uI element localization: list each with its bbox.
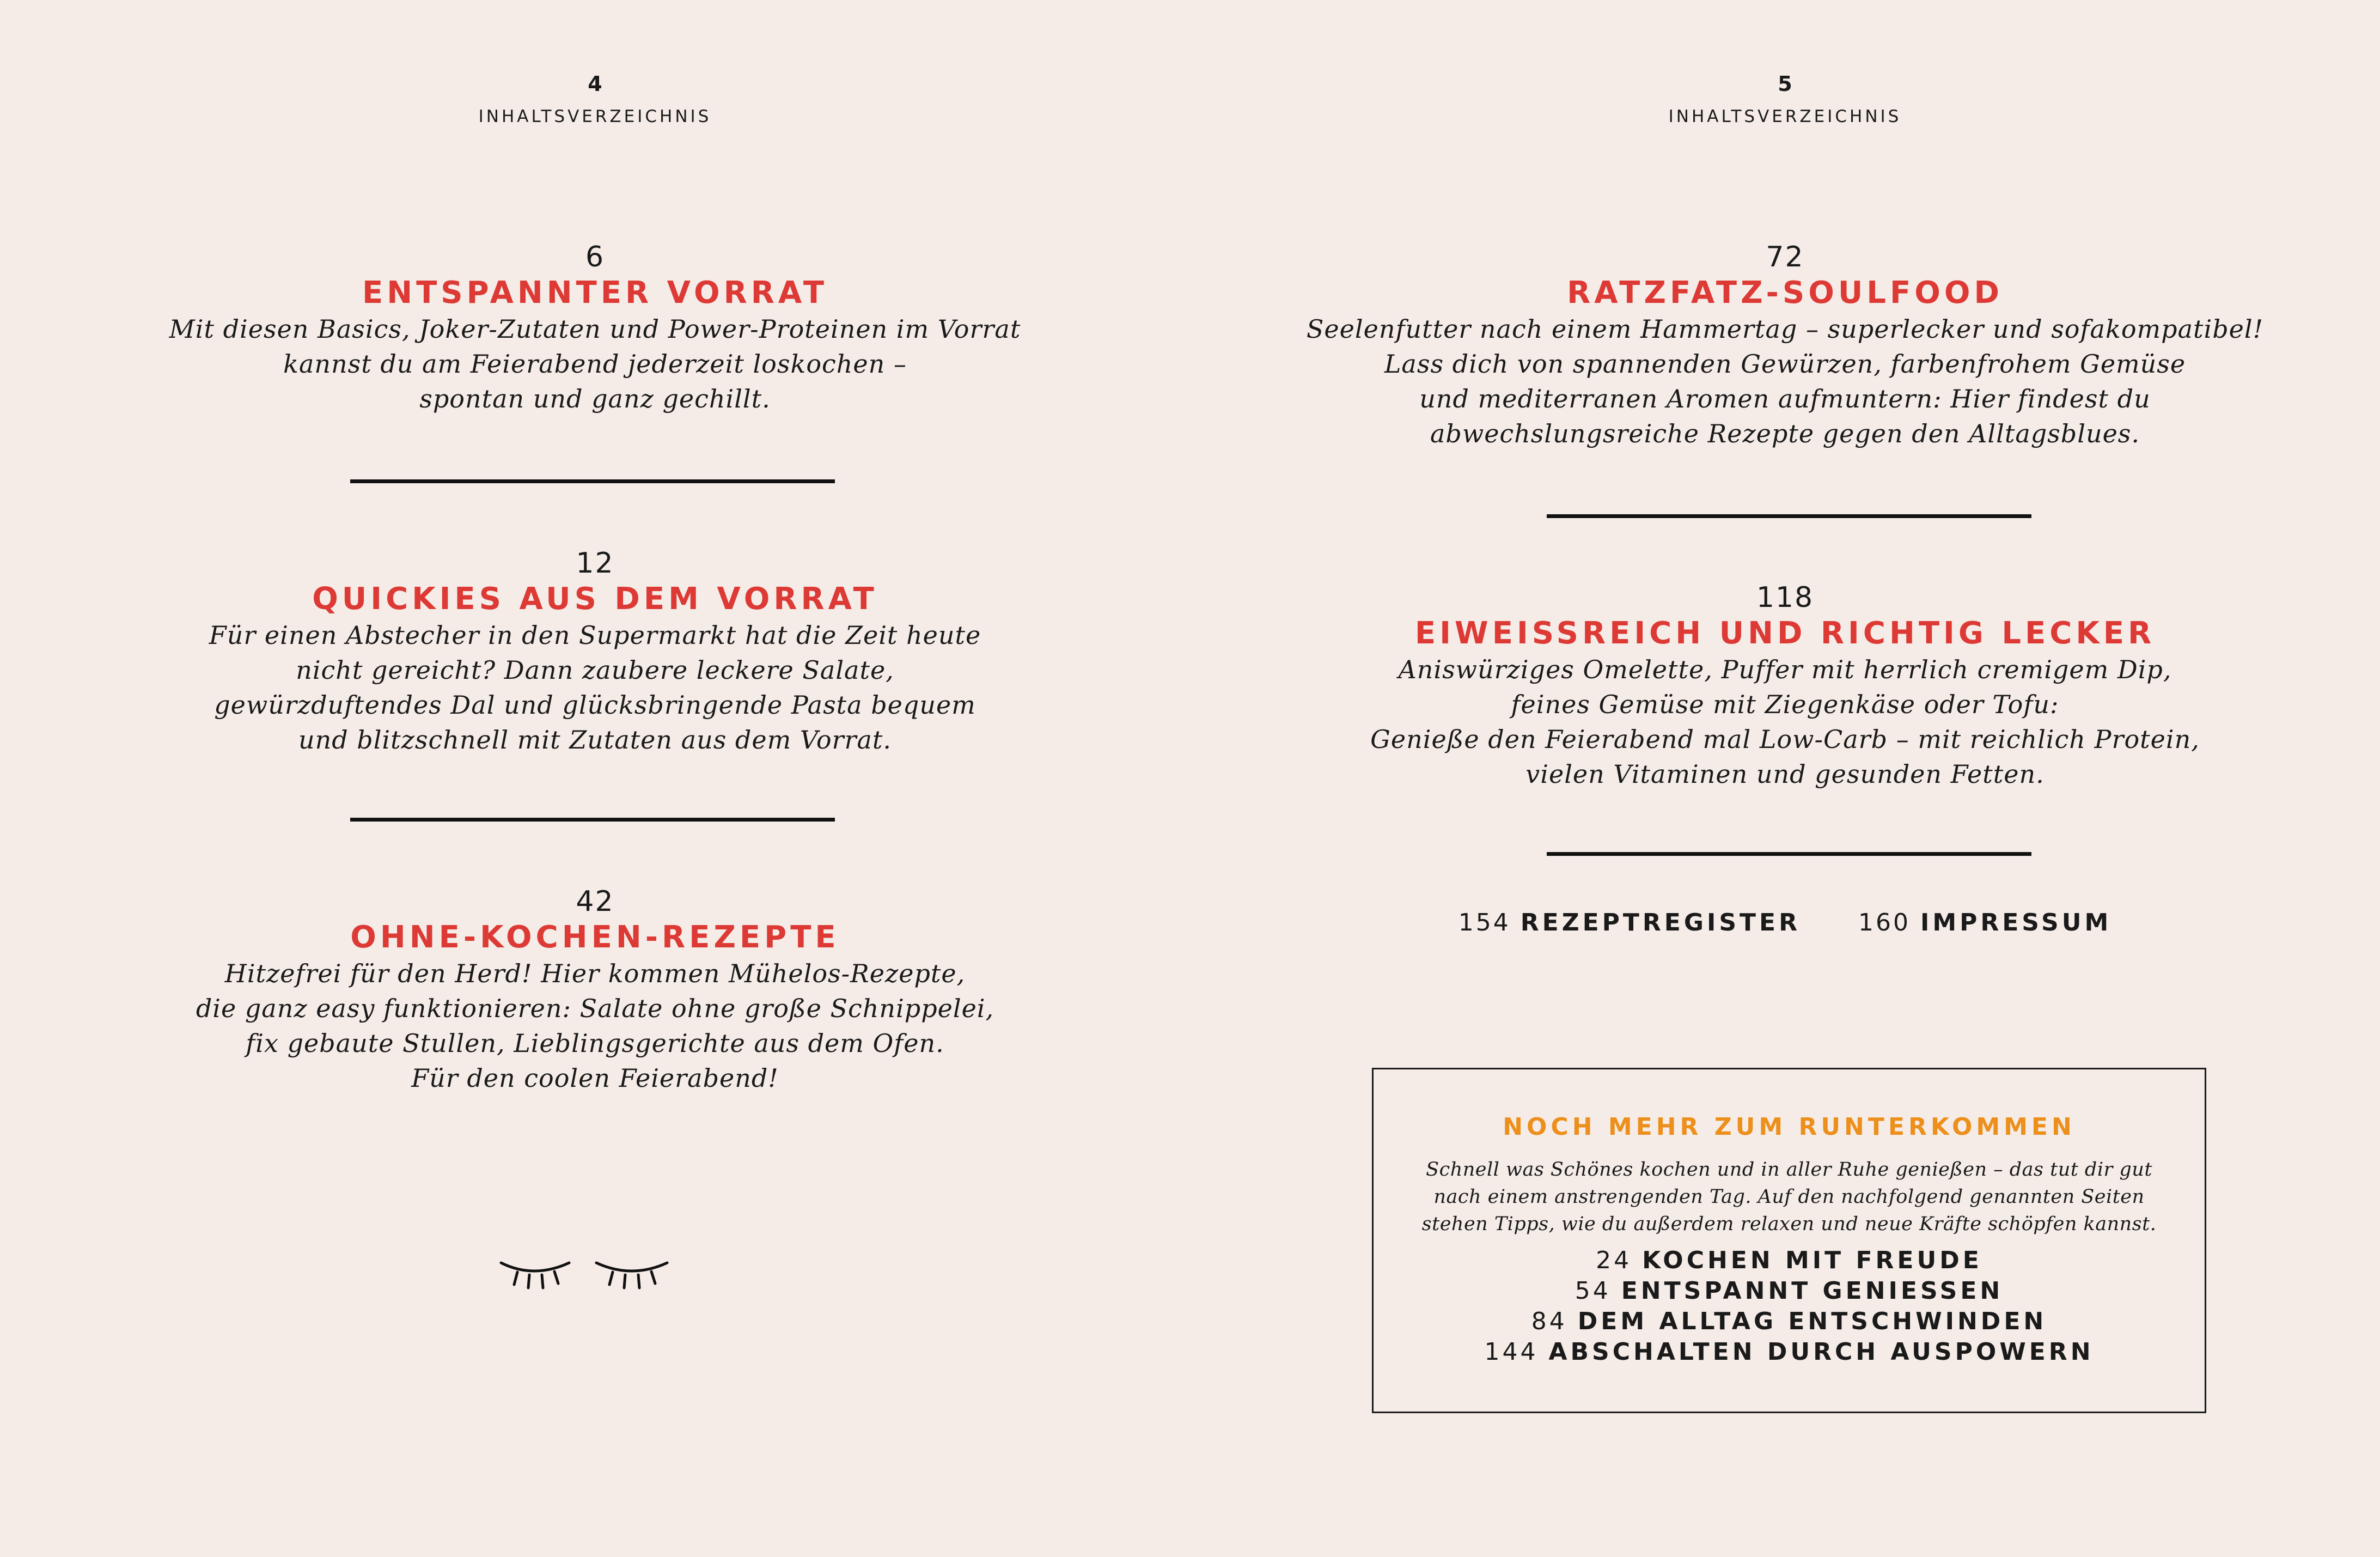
item-label: DEM ALLTAG ENTSCHWINDEN (1577, 1307, 2047, 1335)
ref-item-rezeptregister[interactable] (1458, 909, 1810, 936)
section-page-number: 6 (585, 241, 605, 273)
page-number: 5 (1778, 72, 1792, 96)
item-page-number: 24 (1596, 1246, 1632, 1274)
right-page (1190, 0, 2380, 1557)
item-page-number: 84 (1531, 1307, 1567, 1335)
ref-label: REZEPTREGISTER (1520, 909, 1801, 936)
item-label: ENTSPANNT GENIESSEN (1621, 1277, 2004, 1305)
section-description: Für einen Abstecher in den Supermarkt hat die Zeit heute nicht gereicht? Dann zaubere leckere Salate, gewürzduftendes Dal und glücksbringende Pasta bequem und blitzschnell mit Zutaten aus dem Vorrat. (209, 621, 981, 755)
item-label: ABSCHALTEN DURCH AUSPOWERN (1548, 1338, 2094, 1366)
toc-section[interactable] (0, 546, 1190, 757)
ref-page-number: 160 (1858, 909, 1911, 936)
info-box-item[interactable] (1374, 1276, 2205, 1306)
info-box-item[interactable] (1374, 1337, 2205, 1367)
section-title[interactable]: RATZFATZ-SOULFOOD (1567, 275, 2003, 311)
closed-eyes-icon (496, 1253, 681, 1297)
item-page-number: 144 (1484, 1338, 1539, 1366)
toc-section[interactable] (0, 240, 1190, 416)
info-box-description: Schnell was Schönes kochen und in aller Ruhe genießen – das tut dir gut nach einem anstrengenden Tag. Auf den nachfolgend genannten Seiten stehen Tipps, wie du außerdem relaxen und neue Kräfte schöpfen kannst. (1421, 1159, 2157, 1235)
info-box-item[interactable] (1374, 1306, 2205, 1337)
section-title[interactable]: QUICKIES AUS DEM VORRAT (312, 581, 878, 617)
section-page-number: 42 (576, 885, 614, 918)
section-divider (350, 818, 835, 822)
section-divider (1547, 514, 2031, 518)
info-box-item[interactable] (1374, 1245, 2205, 1276)
toc-section[interactable] (1190, 240, 2380, 451)
ref-item-impressum[interactable] (1858, 909, 2112, 936)
info-box-title: NOCH MEHR ZUM RUNTERKOMMEN (1503, 1113, 2076, 1141)
ref-label: IMPRESSUM (1920, 909, 2112, 936)
ref-page-number: 154 (1458, 909, 1511, 936)
extra-references (1190, 909, 2380, 936)
page-number: 4 (588, 72, 602, 96)
page-label: INHALTSVERZEICHNIS (478, 107, 712, 126)
section-divider (350, 479, 835, 483)
toc-section[interactable] (0, 884, 1190, 1096)
section-description: Aniswürziges Omelette, Puffer mit herrlich cremigem Dip, feines Gemüse mit Ziegenkäse oder Tofu: Genieße den Feierabend mal Low-Carb – mit reichlich Protein, vielen Vitaminen und gesunden Fetten. (1370, 655, 2200, 789)
section-description: Mit diesen Basics, Joker-Zutaten und Power-Proteinen im Vorrat kannst du am Feierabend jederzeit loskochen – spontan und ganz gechillt. (169, 314, 1021, 413)
info-box-list (1374, 1245, 2205, 1367)
toc-section[interactable] (1190, 580, 2380, 792)
item-page-number: 54 (1575, 1277, 1611, 1305)
section-page-number: 118 (1756, 581, 1814, 614)
info-box (1372, 1068, 2206, 1413)
section-page-number: 12 (576, 547, 614, 580)
section-description: Seelenfutter nach einem Hammertag – superlecker und sofakompatibel! Lass dich von spannenden Gewürzen, farbenfrohem Gemüse und mediterranen Aromen aufmuntern: Hier findest du abwechslungsreiche Rezepte gegen den Alltagsblues. (1306, 314, 2264, 448)
section-title[interactable]: ENTSPANNTER VORRAT (362, 275, 828, 311)
section-page-number: 72 (1766, 241, 1804, 273)
section-title[interactable]: OHNE-KOCHEN-REZEPTE (350, 920, 840, 955)
section-divider (1547, 852, 2031, 856)
page-label: INHALTSVERZEICHNIS (1668, 107, 1902, 126)
item-label: KOCHEN MIT FREUDE (1642, 1246, 1982, 1274)
section-description: Hitzefrei für den Herd! Hier kommen Mühelos-Rezepte, die ganz easy funktionieren: Salate ohne große Schnippelei, fix gebaute Stullen, Lieblingsgerichte aus dem Ofen. Für den coolen Feierabend! (196, 959, 994, 1093)
section-title[interactable]: EIWEISSREICH UND RICHTIG LECKER (1414, 616, 2156, 651)
